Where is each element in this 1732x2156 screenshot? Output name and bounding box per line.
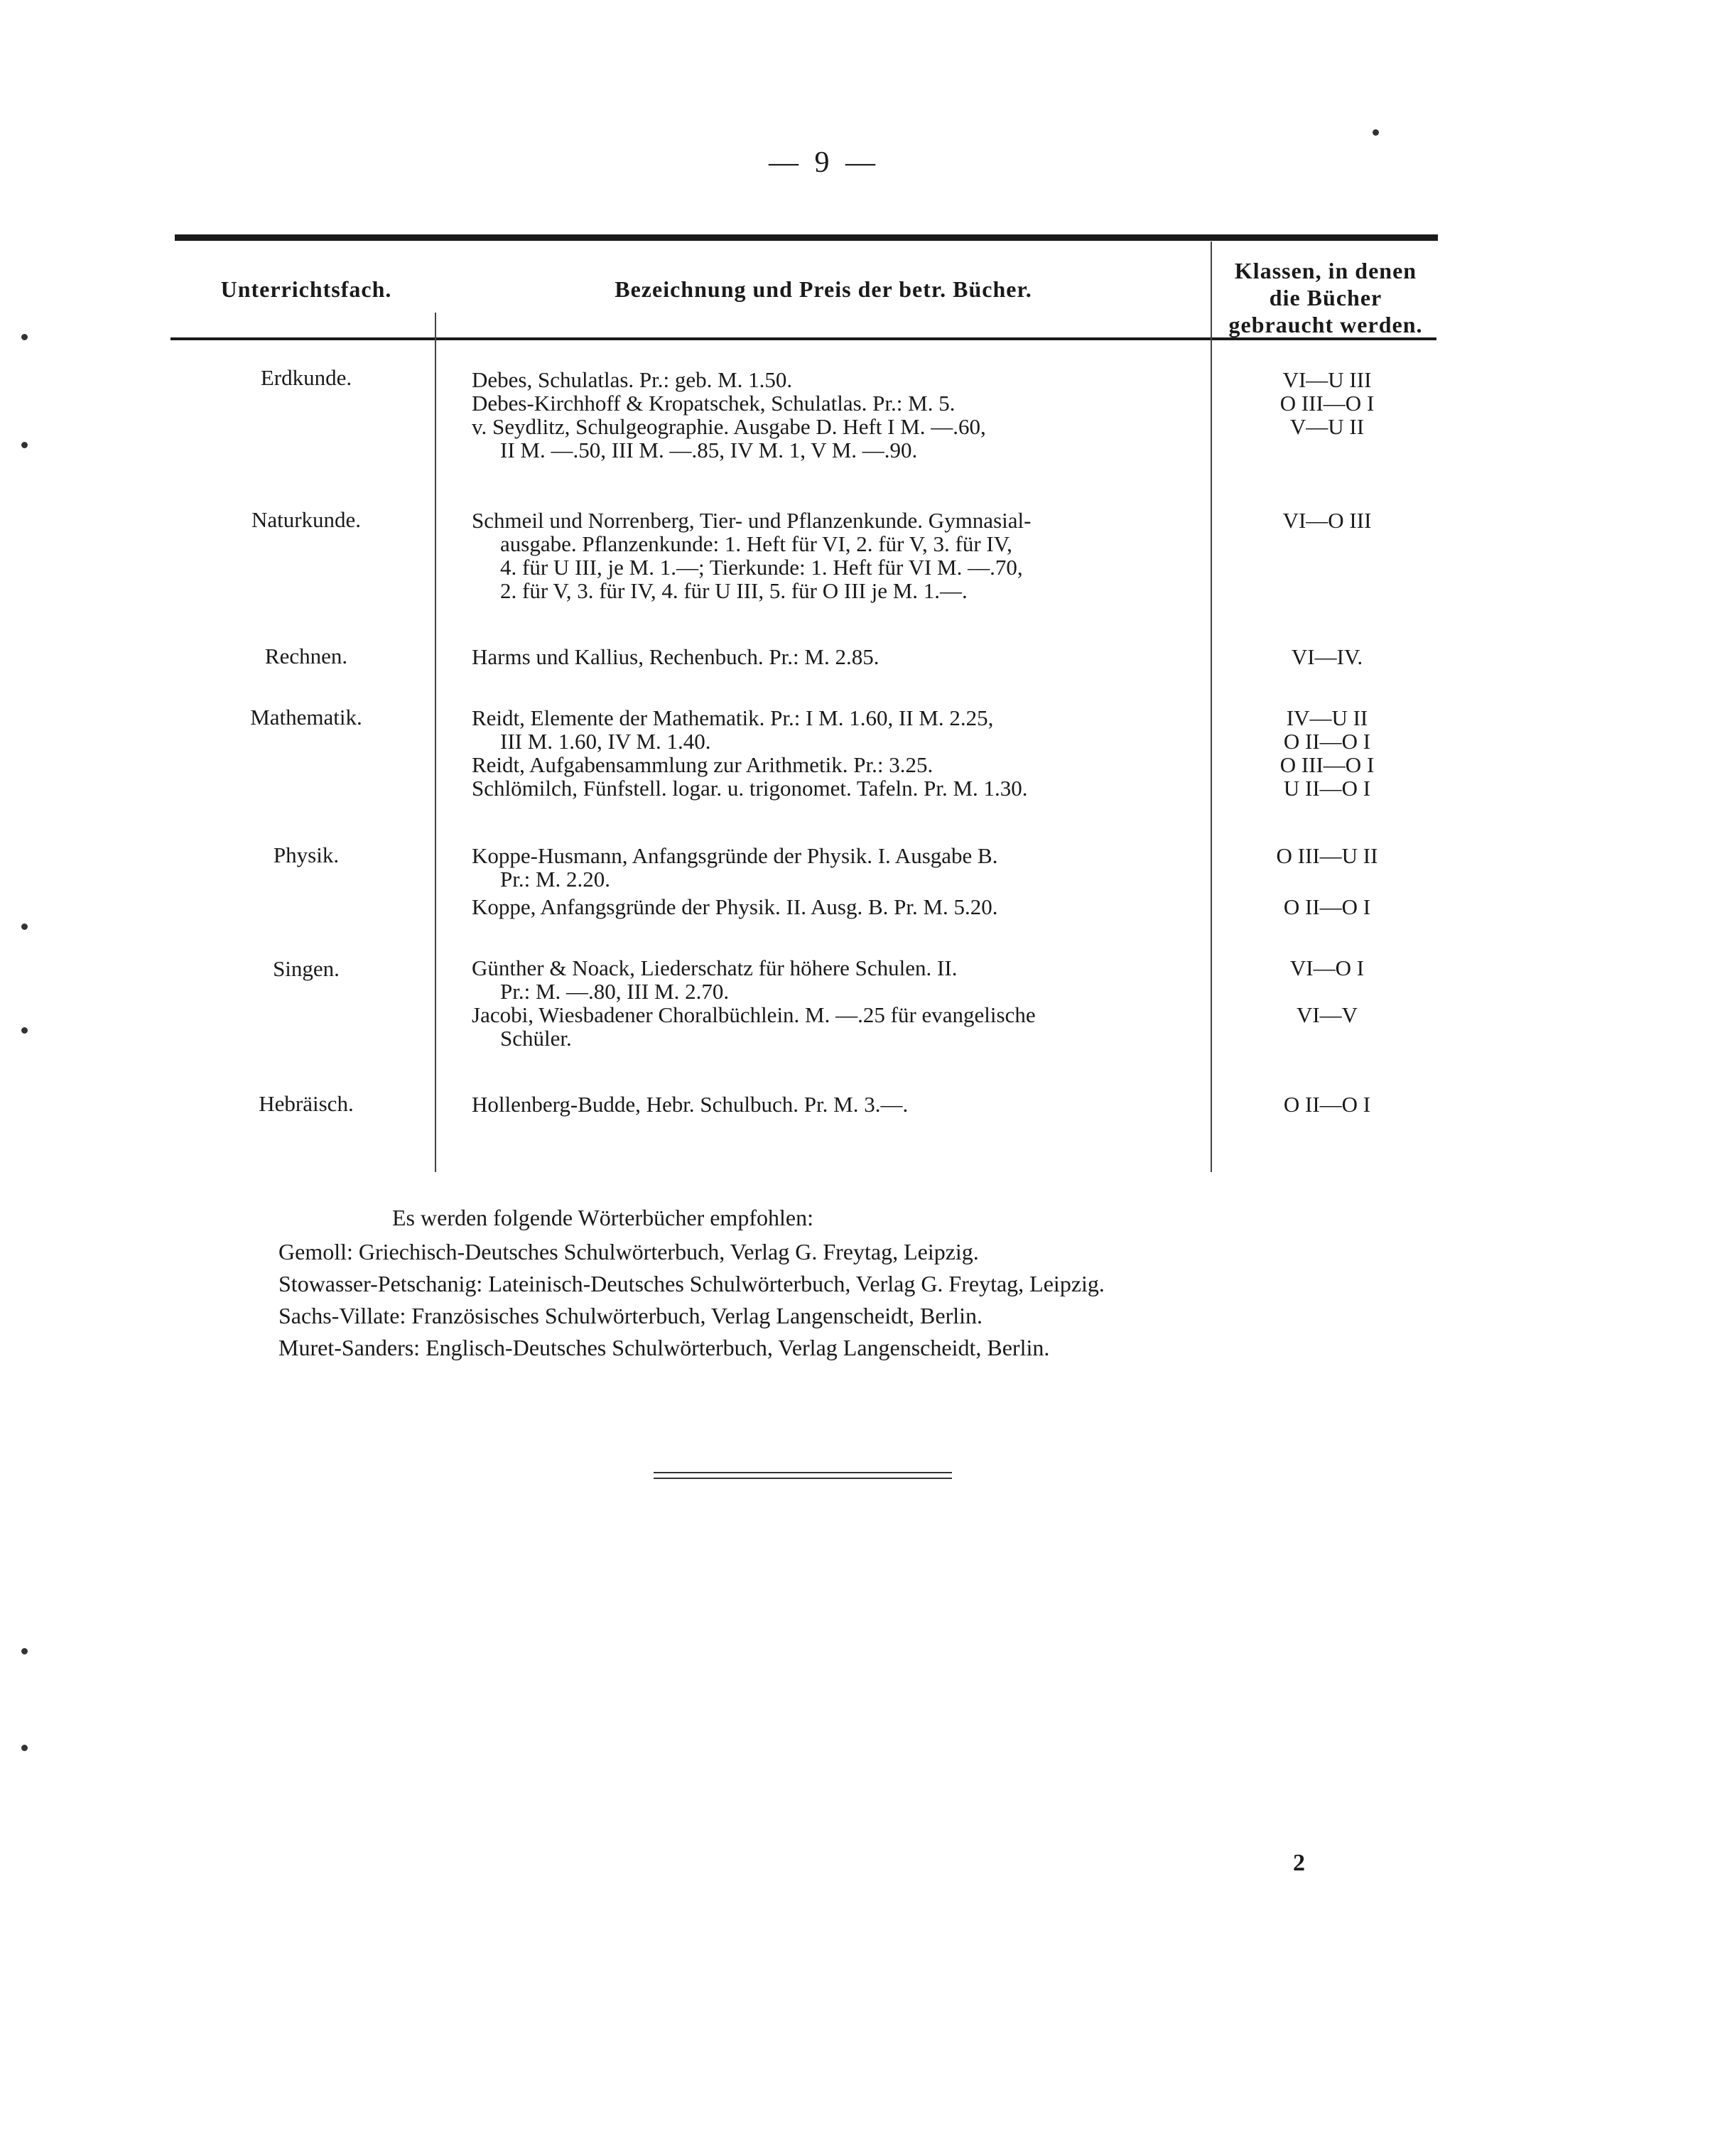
- dictionary-item: Muret-Sanders: Englisch-Deutsches Schulwörterbuch, Verlag Langenscheidt, Berlin.: [278, 1335, 1050, 1360]
- dictionary-item: Sachs-Villate: Französisches Schulwörterbuch, Verlag Langenscheidt, Berlin.: [278, 1303, 983, 1328]
- column-divider-classes: [1211, 242, 1212, 1172]
- row-classes-mathematik: IV—U II O II—O I O III—O I U II—O I: [1279, 705, 1375, 801]
- book-entry: Harms und Kallius, Rechenbuch. Pr.: M. 2.85.: [472, 644, 879, 669]
- dictionary-item: Gemoll: Griechisch-Deutsches Schulwörterbuch, Verlag G. Freytag, Leipzig.: [278, 1239, 979, 1264]
- header-books: Bezeichnung und Preis der betr. Bücher.: [615, 276, 1032, 302]
- row-books-naturkunde: Schmeil und Norrenberg, Tier- und Pflanzenkunde. Gymnasial- ausgabe. Pflanzenkunde: 1. Heft für VI, 2. für V, 3. für IV, 4. für U III, je M. 1.—; Tierkunde: 1. Heft für VI M. —.70, 2. für V, 3. für IV, 4. für U III, 5. für O III je M. 1.—.: [472, 509, 1203, 602]
- row-subject-physik: Physik.: [273, 843, 340, 867]
- scan-speck: [1373, 129, 1379, 136]
- page-number: — 9 —: [769, 146, 879, 179]
- header-classes: Klassen, in denen die Bücher gebraucht werden.: [1228, 258, 1423, 337]
- row-classes-naturkunde: VI—O III: [1282, 508, 1372, 533]
- binding-hole: [21, 1027, 28, 1034]
- row-books-hebraeisch: [472, 1093, 1203, 1116]
- binding-hole: [21, 1648, 28, 1654]
- binding-hole: [21, 923, 28, 930]
- signature-mark: 2: [1293, 1850, 1305, 1876]
- row-books-physik: Koppe-Husmann, Anfangsgründe der Physik. I. Ausgabe B. Pr.: M. 2.20. Koppe, Anfangsgründe der Physik. II. Ausg. B. Pr. M. 5.20.: [472, 844, 1203, 919]
- book-entry: Debes-Kirchhoff & Kropatschek, Schulatlas. Pr.: M. 5.: [472, 391, 956, 416]
- book-entry: Reidt, Aufgabensammlung zur Arithmetik. Pr.: 3.25.: [472, 752, 933, 777]
- row-classes-hebraeisch: O II—O I: [1283, 1092, 1371, 1117]
- row-books-singen: Günther & Noack, Liederschatz für höhere Schulen. II. Pr.: M. —.80, III M. 2.70. Jacobi, Wiesbadener Choralbüchlein. M. —.25 für evangelische Schüler.: [472, 956, 1203, 1050]
- row-books-rechnen: [472, 645, 1203, 668]
- dictionaries-list: [278, 1236, 1105, 1364]
- book-entry: Koppe, Anfangsgründe der Physik. II. Ausg. B. Pr. M. 5.20.: [472, 894, 998, 919]
- row-classes-rechnen: VI—IV.: [1291, 644, 1363, 669]
- row-subject-singen: Singen.: [273, 956, 340, 981]
- row-classes-singen: VI—O I VI—V: [1289, 955, 1365, 1027]
- row-subject-erdkunde: Erdkunde.: [260, 365, 352, 390]
- book-entry: Jacobi, Wiesbadener Choralbüchlein. M. —.25 für evangelische: [472, 1002, 1036, 1027]
- row-subject-hebraeisch: Hebräisch.: [259, 1091, 354, 1116]
- row-subject-mathematik: Mathematik.: [250, 705, 362, 730]
- book-entry: Schmeil und Norrenberg, Tier- und Pflanzenkunde. Gymnasial-: [472, 508, 1032, 533]
- book-entry: Reidt, Elemente der Mathematik. Pr.: I M. 1.60, II M. 2.25,: [472, 705, 994, 730]
- binding-hole: [21, 1745, 28, 1751]
- dictionary-item: Stowasser-Petschanig: Lateinisch-Deutsches Schulwörterbuch, Verlag G. Freytag, Leipzig.: [278, 1271, 1105, 1296]
- row-subject-rechnen: Rechnen.: [264, 644, 348, 668]
- header-subject: Unterrichtsfach.: [220, 276, 392, 302]
- column-divider-subject: [435, 313, 436, 1172]
- separator-rule: [654, 1472, 952, 1473]
- row-classes-physik: O III—U II O II—O I: [1276, 843, 1378, 919]
- book-entry-continuation: II M. —.50, III M. —.85, IV M. 1, V M. —.90.: [500, 438, 918, 462]
- binding-hole: [21, 442, 28, 448]
- row-subject-naturkunde: Naturkunde.: [251, 507, 362, 532]
- separator-rule: [654, 1478, 952, 1479]
- row-books-erdkunde: [472, 368, 1203, 462]
- book-entry: Günther & Noack, Liederschatz für höhere Schulen. II.: [472, 955, 958, 980]
- dictionaries-intro: Es werden folgende Wörterbücher empfohlen:: [392, 1205, 813, 1230]
- row-books-mathematik: Reidt, Elemente der Mathematik. Pr.: I M. 1.60, II M. 2.25, III M. 1.60, IV M. 1.40. Reidt, Aufgabensammlung zur Arithmetik. Pr.: 3.25. Schlömilch, Fünfstell. logar. u. trigonomet. Tafeln. Pr. M. 1.30.: [472, 706, 1203, 800]
- book-entry: Hollenberg-Budde, Hebr. Schulbuch. Pr. M. 3.—.: [472, 1092, 909, 1117]
- binding-hole: [21, 334, 28, 340]
- table-top-rule: [175, 234, 1438, 241]
- book-entry: Schlömilch, Fünfstell. logar. u. trigonomet. Tafeln. Pr. M. 1.30.: [472, 776, 1028, 801]
- book-entry: Koppe-Husmann, Anfangsgründe der Physik. I. Ausgabe B.: [472, 843, 998, 868]
- row-classes-erdkunde: VI—U III O III—O I V—U II: [1279, 367, 1375, 439]
- book-entry: v. Seydlitz, Schulgeographie. Ausgabe D. Heft I M. —.60,: [472, 414, 986, 439]
- book-entry: Debes, Schulatlas. Pr.: geb. M. 1.50.: [472, 367, 793, 392]
